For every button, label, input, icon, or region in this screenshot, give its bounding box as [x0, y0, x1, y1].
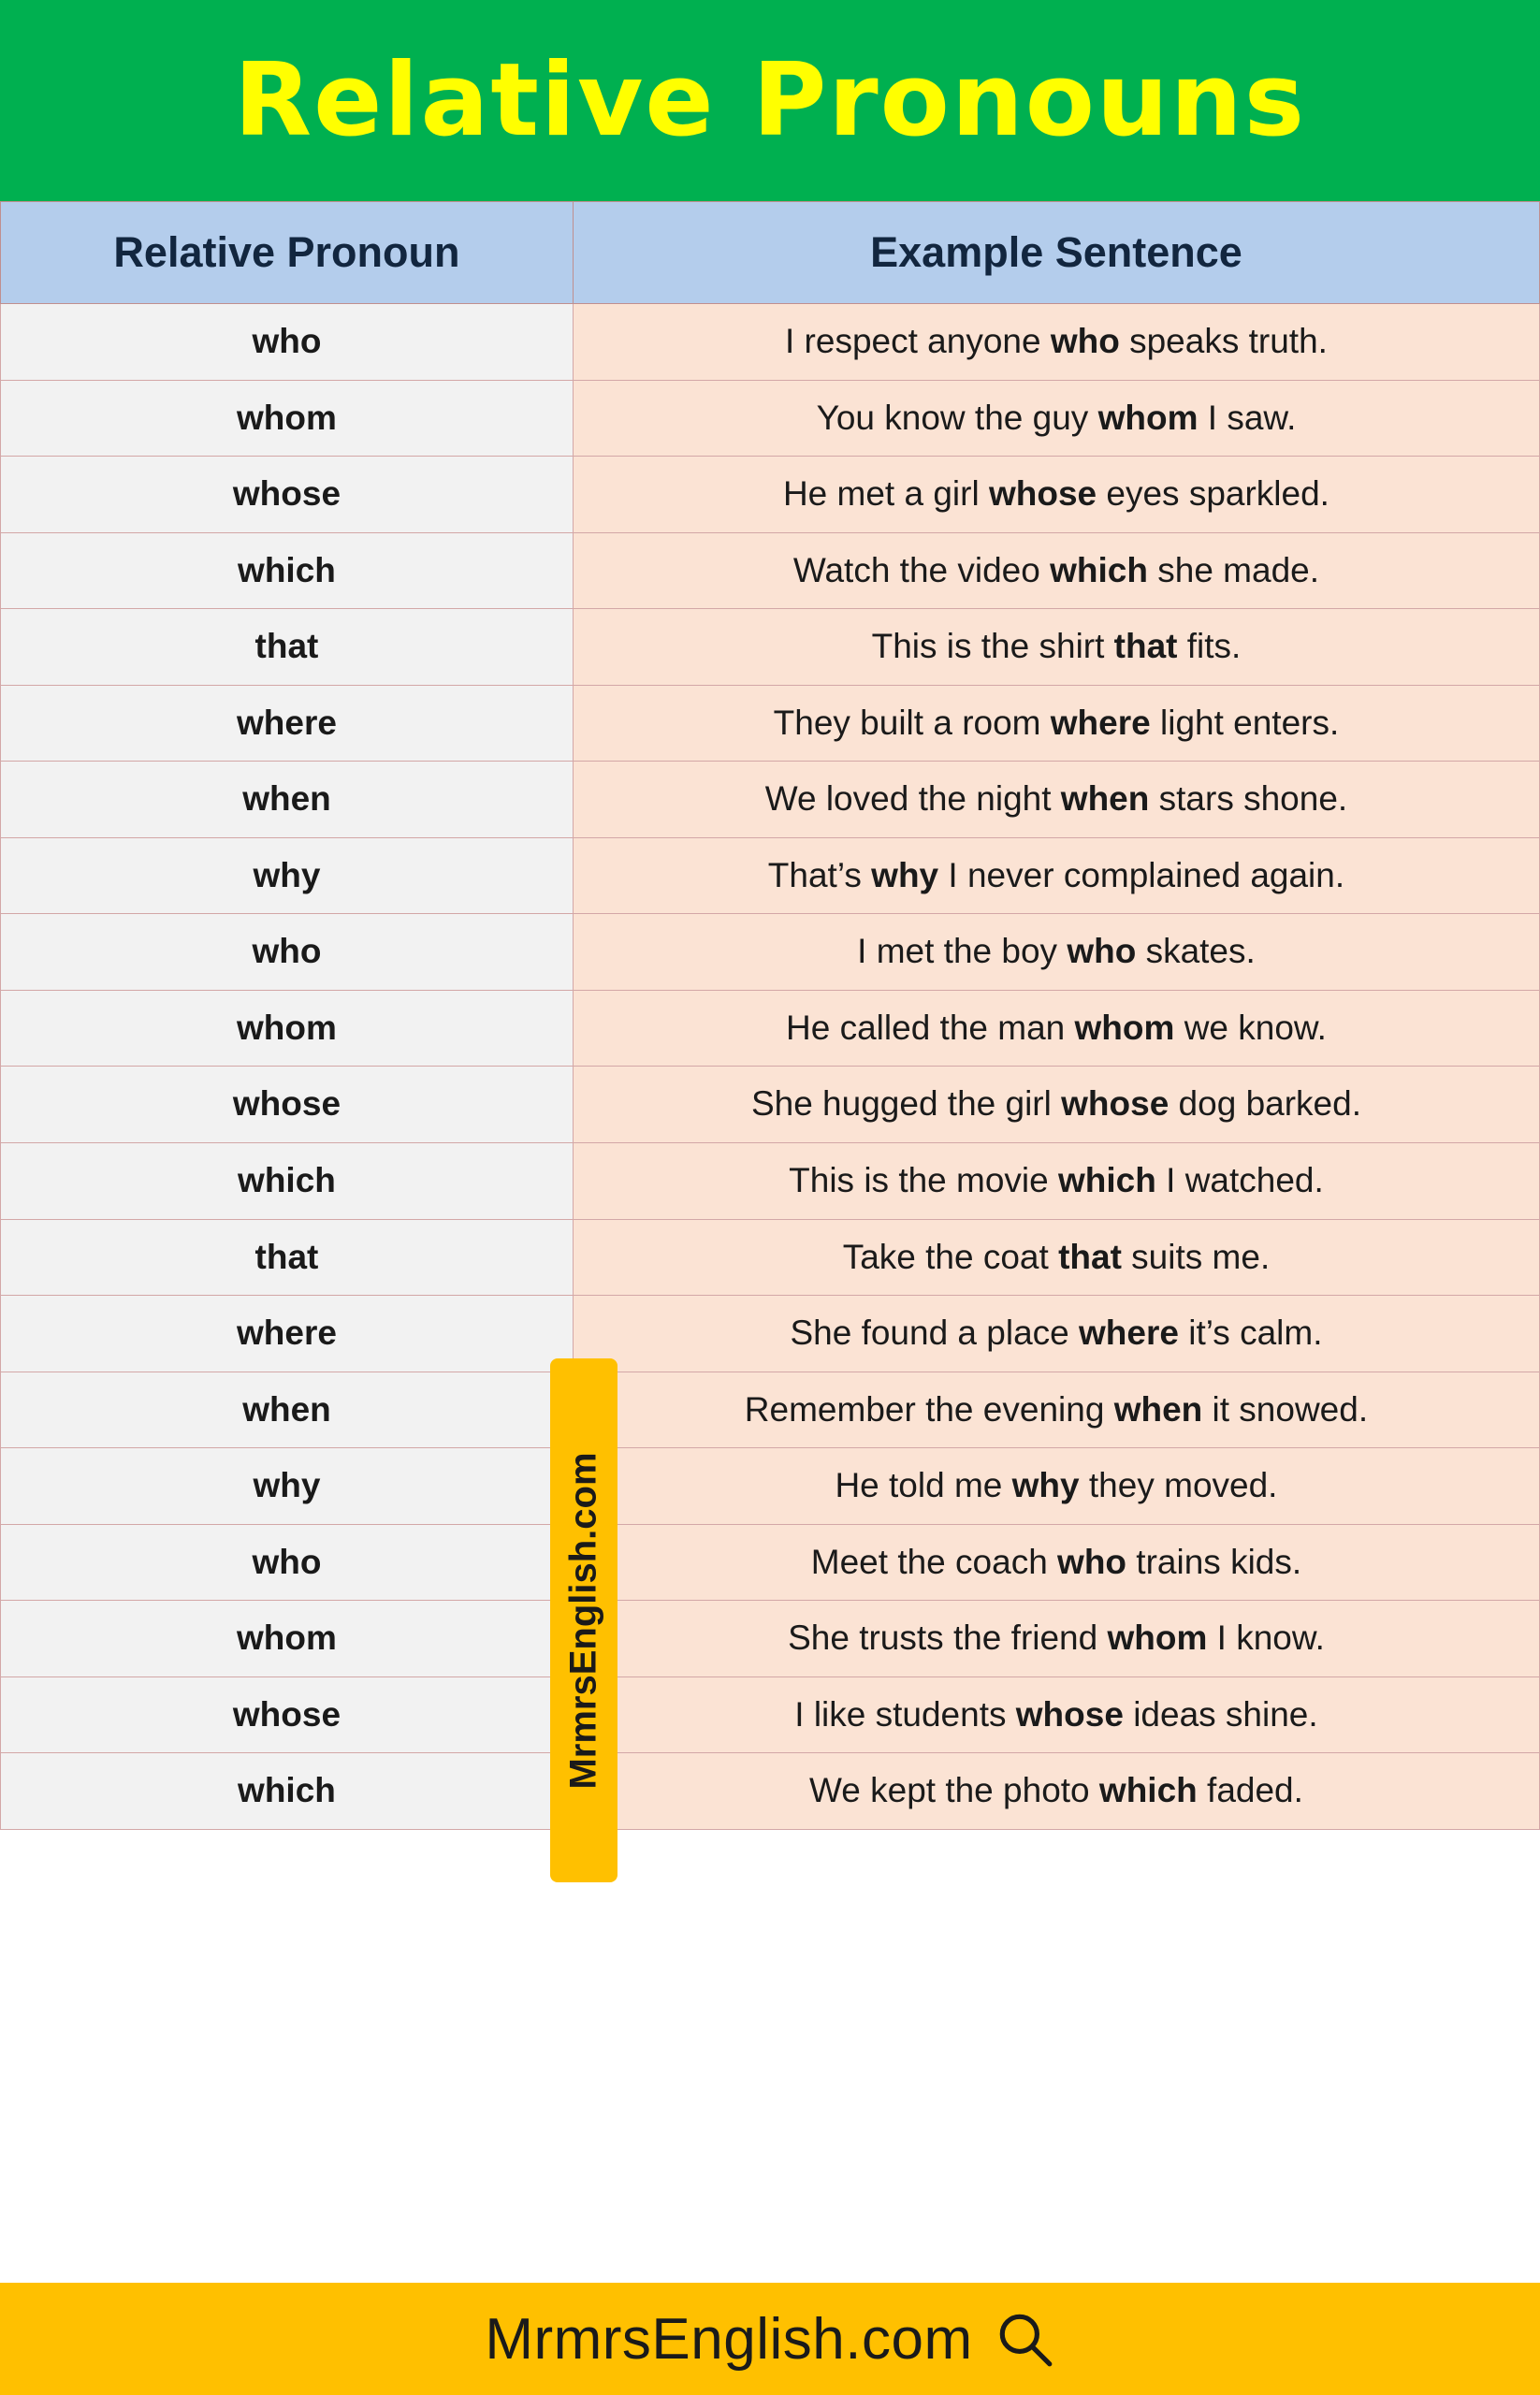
cell-pronoun: where	[1, 685, 574, 762]
cell-example-sentence: He told me why they moved.	[573, 1448, 1539, 1525]
highlighted-pronoun: who	[1057, 1542, 1127, 1581]
cell-pronoun: who	[1, 1524, 574, 1601]
table-row	[1, 1676, 1540, 1753]
highlighted-pronoun: whose	[1061, 1084, 1170, 1124]
cell-pronoun: who	[1, 914, 574, 991]
table-row	[1, 380, 1540, 457]
cell-pronoun: which	[1, 1143, 574, 1220]
cell-pronoun: whom	[1, 990, 574, 1067]
table-row	[1, 1067, 1540, 1143]
cell-example-sentence: Meet the coach who trains kids.	[573, 1524, 1539, 1601]
column-header-example: Example Sentence	[573, 202, 1539, 304]
highlighted-pronoun: where	[1050, 703, 1151, 742]
watermark-tab	[550, 1358, 617, 1882]
cell-pronoun: when	[1, 1372, 574, 1448]
highlighted-pronoun: whose	[988, 474, 1097, 514]
highlighted-pronoun: which	[1098, 1771, 1198, 1810]
cell-pronoun: why	[1, 837, 574, 914]
table-body	[1, 304, 1540, 1830]
page-title: Relative Pronouns	[234, 41, 1306, 159]
cell-example-sentence: This is the shirt that fits.	[573, 609, 1539, 686]
cell-example-sentence: Remember the evening when it snowed.	[573, 1372, 1539, 1448]
cell-pronoun: whose	[1, 1067, 574, 1143]
table-row	[1, 1448, 1540, 1525]
header-banner	[0, 0, 1540, 201]
cell-example-sentence: She found a place where it’s calm.	[573, 1296, 1539, 1372]
cell-pronoun: why	[1, 1448, 574, 1525]
cell-example-sentence: He met a girl whose eyes sparkled.	[573, 457, 1539, 533]
cell-pronoun: whom	[1, 1601, 574, 1677]
table-row	[1, 837, 1540, 914]
highlighted-pronoun: that	[1113, 627, 1178, 666]
highlighted-pronoun: whom	[1107, 1618, 1208, 1658]
highlighted-pronoun: why	[1011, 1466, 1080, 1505]
table-row	[1, 1601, 1540, 1677]
table-row	[1, 1143, 1540, 1220]
cell-example-sentence: We kept the photo which faded.	[573, 1753, 1539, 1830]
cell-example-sentence: I like students whose ideas shine.	[573, 1676, 1539, 1753]
table-row	[1, 1753, 1540, 1830]
footer-bar	[0, 2283, 1540, 2395]
cell-example-sentence: I respect anyone who speaks truth.	[573, 304, 1539, 381]
table-container	[0, 201, 1540, 2283]
highlighted-pronoun: whose	[1015, 1694, 1124, 1734]
highlighted-pronoun: whom	[1074, 1008, 1175, 1047]
table-row	[1, 609, 1540, 686]
relative-pronouns-table	[0, 201, 1540, 1830]
table-row	[1, 1524, 1540, 1601]
cell-pronoun: where	[1, 1296, 574, 1372]
highlighted-pronoun: whom	[1097, 398, 1199, 437]
cell-example-sentence: That’s why I never complained again.	[573, 837, 1539, 914]
cell-example-sentence: She hugged the girl whose dog barked.	[573, 1067, 1539, 1143]
highlighted-pronoun: why	[871, 855, 939, 894]
table-header	[1, 202, 1540, 304]
cell-example-sentence: He called the man whom we know.	[573, 990, 1539, 1067]
table-row	[1, 304, 1540, 381]
highlighted-pronoun: when	[1060, 779, 1150, 819]
cell-pronoun: which	[1, 532, 574, 609]
highlighted-pronoun: that	[1058, 1237, 1122, 1276]
cell-example-sentence: She trusts the friend whom I know.	[573, 1601, 1539, 1677]
table-row	[1, 990, 1540, 1067]
cell-pronoun: that	[1, 1219, 574, 1296]
cell-example-sentence: You know the guy whom I saw.	[573, 380, 1539, 457]
table-row	[1, 457, 1540, 533]
cell-pronoun: when	[1, 762, 574, 838]
cell-pronoun: that	[1, 609, 574, 686]
table-header-row	[1, 202, 1540, 304]
search-icon	[994, 2308, 1055, 2370]
cell-pronoun: which	[1, 1753, 574, 1830]
cell-pronoun: whose	[1, 1676, 574, 1753]
cell-example-sentence: Watch the video which she made.	[573, 532, 1539, 609]
table-row	[1, 1219, 1540, 1296]
cell-example-sentence: We loved the night when stars shone.	[573, 762, 1539, 838]
highlighted-pronoun: which	[1058, 1161, 1156, 1200]
table-row	[1, 685, 1540, 762]
footer-site-name: MrmrsEnglish.com	[485, 2306, 973, 2372]
highlighted-pronoun: who	[1050, 322, 1120, 360]
column-header-pronoun: Relative Pronoun	[1, 202, 574, 304]
table-row	[1, 1296, 1540, 1372]
cell-example-sentence: They built a room where light enters.	[573, 685, 1539, 762]
table-row	[1, 762, 1540, 838]
cell-pronoun: who	[1, 304, 574, 381]
cell-example-sentence: This is the movie which I watched.	[573, 1143, 1539, 1220]
cell-example-sentence: I met the boy who skates.	[573, 914, 1539, 991]
highlighted-pronoun: who	[1067, 932, 1137, 971]
cell-example-sentence: Take the coat that suits me.	[573, 1219, 1539, 1296]
highlighted-pronoun: where	[1079, 1314, 1179, 1353]
watermark-label: MrmrsEnglish.com	[562, 1451, 604, 1790]
highlighted-pronoun: which	[1050, 550, 1148, 589]
highlighted-pronoun: when	[1113, 1389, 1203, 1429]
cell-pronoun: whom	[1, 380, 574, 457]
table-row	[1, 914, 1540, 991]
table-row	[1, 1372, 1540, 1448]
cell-pronoun: whose	[1, 457, 574, 533]
table-row	[1, 532, 1540, 609]
